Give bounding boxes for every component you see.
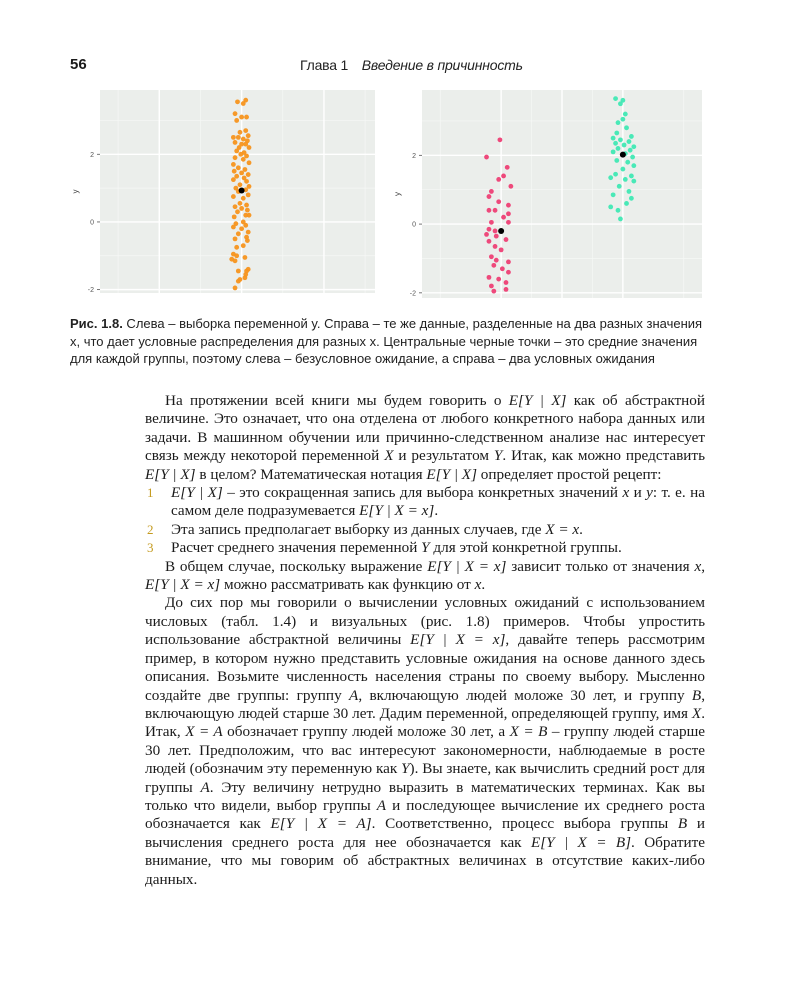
data-point xyxy=(617,184,622,189)
data-point xyxy=(238,182,243,187)
math-expression: E[Y | X = x] xyxy=(410,631,506,649)
y-tick-label: 0 xyxy=(90,219,94,227)
data-point xyxy=(620,167,625,172)
data-point xyxy=(611,192,616,197)
data-point xyxy=(627,189,632,194)
data-point xyxy=(233,111,238,116)
numbered-list xyxy=(145,484,705,558)
data-point xyxy=(630,155,635,160)
data-point xyxy=(243,213,248,218)
data-point xyxy=(618,137,623,142)
data-point xyxy=(496,177,501,182)
math-expression: A xyxy=(349,686,359,704)
data-point xyxy=(243,255,248,260)
math-expression: X = B xyxy=(509,723,548,741)
data-point xyxy=(239,226,244,231)
data-point xyxy=(234,149,239,154)
data-point xyxy=(508,184,513,189)
data-point xyxy=(234,245,239,250)
math-expression: Y xyxy=(493,447,503,465)
data-point xyxy=(246,133,251,138)
data-point xyxy=(613,96,618,101)
chart-unconditional xyxy=(62,86,380,298)
list-item: 2 Эта запись предполагает выборку из данных случаев, где X = x. xyxy=(147,520,583,538)
running-header xyxy=(300,57,523,73)
data-point xyxy=(629,196,634,201)
data-point xyxy=(614,158,619,163)
data-point xyxy=(625,160,630,165)
data-point xyxy=(627,139,632,144)
data-point xyxy=(236,269,241,274)
data-point xyxy=(231,135,236,140)
y-tick-label: 0 xyxy=(412,221,416,229)
data-point xyxy=(493,229,498,234)
data-point xyxy=(234,118,239,123)
data-point xyxy=(506,270,511,275)
list-item: 3 Расчет среднего значения переменной Y для этой конкретной группы. xyxy=(147,539,622,557)
data-point xyxy=(496,199,501,204)
data-point xyxy=(506,220,511,225)
data-point xyxy=(243,223,248,228)
data-point xyxy=(236,279,241,284)
data-point xyxy=(618,101,623,106)
chapter-title: Введение в причинность xyxy=(361,57,523,73)
data-point xyxy=(608,175,613,180)
chart-conditional xyxy=(392,86,708,302)
math-expression: X = A xyxy=(185,723,223,741)
list-number: 1 xyxy=(147,485,154,501)
data-point xyxy=(506,260,511,265)
data-point xyxy=(239,206,244,211)
data-point xyxy=(241,101,246,106)
math-expression: Y xyxy=(401,760,410,778)
data-point xyxy=(231,194,236,199)
data-point xyxy=(247,160,252,165)
paragraph: До сих пор мы говорили о вычислении условных ожиданий с использованием числовых (табл. 1.4) и визуальных (рис. 1.8) примеров. Чтобы упростить использование абстрактной величины E[Y | X = x], давайте теперь рассмотрим пример, в котором нужно представить условные ожидания на основе данного здесь описания. Возьмите численность населения страны по своему выбору. Мысленно создайте две группы: группу A, включающую людей моложе 30 лет, и группу B, включающую людей старше 30 лет. Дадим переменной, определяющей группу, имя X. Итак, X = A обозначает группу людей моложе 30 лет, а X = B – группу людей старше 30 лет. Предположим, что вас интересуют закономерности, наблюдаемые в росте людей (обозначим эту переменную как Y). Вы знаете, как вычислить средний рост для группы A. Эту величину нетрудно выразить в математических терминах. Как вы только что видели, выбор группы A и последующее вычисление их среднего роста обозначается как E[Y | X = A]. Соответственно, процесс выбора группы B и вычисления среднего роста для нее обозначается как E[Y | X = B]. Обратите внимание, что мы говорим об абстрактных величинах в отсутствие каких-либо данных. xyxy=(145,594,706,888)
math-expression: E[Y | X] xyxy=(426,465,477,483)
math-expression: X xyxy=(691,704,702,722)
data-point xyxy=(623,177,628,182)
data-point xyxy=(628,148,633,153)
data-point xyxy=(613,172,618,177)
data-point xyxy=(484,232,489,237)
caption-text: Слева – выборка переменной y. Справа – те же данные, разделенные на два разных значения x, что дает условные распределения для разных x. Центральные черные точки – это средние значения для каждой группы, поэтому слева – безусловное ожидание, а справа – два условных ожидания xyxy=(70,316,703,366)
data-point xyxy=(487,275,492,280)
math-expression: y xyxy=(646,484,653,502)
data-point xyxy=(611,149,616,154)
data-point xyxy=(494,258,499,263)
data-point xyxy=(491,263,496,268)
data-point xyxy=(616,208,621,213)
y-tick-label: -2 xyxy=(409,290,416,298)
data-point xyxy=(231,225,236,230)
y-tick-label: 2 xyxy=(90,151,94,159)
data-point xyxy=(235,209,240,214)
data-point xyxy=(631,163,636,168)
data-point xyxy=(620,117,625,122)
data-point xyxy=(238,201,243,206)
data-point xyxy=(243,128,248,133)
math-expression: Y xyxy=(421,539,430,557)
data-point xyxy=(234,253,239,258)
data-point xyxy=(629,174,634,179)
data-point xyxy=(233,204,238,209)
data-point xyxy=(233,286,238,291)
data-point xyxy=(244,179,249,184)
data-point xyxy=(493,244,498,249)
data-point xyxy=(244,115,249,120)
data-point xyxy=(631,179,636,184)
y-axis-label: y xyxy=(71,189,80,194)
data-point xyxy=(616,146,621,151)
data-point xyxy=(232,214,237,219)
data-point xyxy=(505,165,510,170)
math-expression: E[Y | X = x] xyxy=(427,557,507,575)
mean-point xyxy=(498,228,504,234)
data-point xyxy=(238,152,243,157)
data-point xyxy=(246,172,251,177)
chapter-label: Глава 1 xyxy=(300,57,349,73)
data-point xyxy=(245,208,250,213)
data-point xyxy=(624,201,629,206)
data-point xyxy=(241,196,246,201)
data-point xyxy=(233,258,238,263)
data-point xyxy=(231,177,236,182)
data-point xyxy=(501,215,506,220)
data-point xyxy=(246,230,251,235)
math-expression: E[Y | X = B] xyxy=(530,833,632,851)
math-expression: E[Y | X] xyxy=(145,465,196,483)
paragraph: На протяжении всей книги мы будем говорить о E[Y | X] как об абстрактной величине. Это означает, что она отделена от любого конкретного набора данных или задачи. В машинном обучении или причинно-следственном анализе нас интересует связь между некоторой переменной X и результатом Y. Итак, как можно представить E[Y | X] в целом? Математическая нотация E[Y | X] определяет простой рецепт: xyxy=(145,392,705,483)
data-point xyxy=(496,277,501,282)
data-point xyxy=(241,157,246,162)
data-point xyxy=(506,211,511,216)
data-point xyxy=(243,275,248,280)
math-expression: X xyxy=(384,447,394,465)
math-expression: x xyxy=(474,576,482,594)
math-expression: x xyxy=(694,557,702,575)
math-expression: x xyxy=(622,484,630,502)
paragraph: В общем случае, поскольку выражение E[Y | X = x] зависит только от значения x, E[Y | X = x] можно рассматривать как функцию от x. xyxy=(145,557,705,594)
data-point xyxy=(238,130,243,135)
data-point xyxy=(239,170,244,175)
data-point xyxy=(613,141,618,146)
data-point xyxy=(233,155,238,160)
data-point xyxy=(487,239,492,244)
math-expression: A xyxy=(376,796,387,814)
data-point xyxy=(498,137,503,142)
list-item: 1 E[Y | X] – это сокращенная запись для выбора конкретных значений x и y: т. е. на самом деле подразумевается E[Y | X = x]. xyxy=(147,484,705,520)
data-point xyxy=(241,243,246,248)
data-point xyxy=(622,143,627,148)
data-point xyxy=(629,134,634,139)
math-expression: A xyxy=(200,778,210,796)
math-expression: E[Y | X = x] xyxy=(145,576,221,594)
data-point xyxy=(504,237,509,242)
data-point xyxy=(245,238,250,243)
data-point xyxy=(504,287,509,292)
data-point xyxy=(247,145,252,150)
data-point xyxy=(241,137,246,142)
data-point xyxy=(631,144,636,149)
data-point xyxy=(624,125,629,130)
body-text xyxy=(145,392,705,889)
data-point xyxy=(239,115,244,120)
data-point xyxy=(489,254,494,259)
data-point xyxy=(236,231,241,236)
math-expression: X = x xyxy=(545,520,580,538)
list-number: 3 xyxy=(147,540,154,556)
math-expression: E[Y | X] xyxy=(171,484,223,502)
data-point xyxy=(500,266,505,271)
data-point xyxy=(491,289,496,294)
data-point xyxy=(236,135,241,140)
math-expression: B xyxy=(677,815,688,833)
data-point xyxy=(616,120,621,125)
data-point xyxy=(231,162,236,167)
data-point xyxy=(504,280,509,285)
data-point xyxy=(494,234,499,239)
list-number: 2 xyxy=(147,521,154,537)
page-number: 56 xyxy=(70,56,87,73)
data-point xyxy=(487,227,492,232)
data-point xyxy=(246,192,251,197)
y-axis-label: y xyxy=(393,192,402,196)
math-expression: E[Y | X = A] xyxy=(270,815,372,833)
data-point xyxy=(236,165,241,170)
data-point xyxy=(232,169,237,174)
data-point xyxy=(489,284,494,289)
math-expression: B xyxy=(691,686,702,704)
data-point xyxy=(489,220,494,225)
y-tick-label: -2 xyxy=(87,287,94,295)
data-point xyxy=(244,203,249,208)
data-point xyxy=(501,174,506,179)
mean-point xyxy=(620,152,626,158)
figure-caption xyxy=(70,315,710,368)
data-point xyxy=(623,112,628,117)
math-expression: E[Y | X = x] xyxy=(359,502,435,520)
data-point xyxy=(611,136,616,141)
data-point xyxy=(487,208,492,213)
data-point xyxy=(614,131,619,136)
data-point xyxy=(484,155,489,160)
y-tick-label: 2 xyxy=(412,152,416,160)
math-expression: E[Y | X] xyxy=(508,392,567,409)
data-point xyxy=(506,203,511,208)
data-point xyxy=(608,204,613,209)
data-point xyxy=(618,217,623,222)
data-point xyxy=(487,194,492,199)
mean-point xyxy=(239,187,245,193)
data-point xyxy=(233,236,238,241)
data-point xyxy=(489,189,494,194)
data-point xyxy=(233,140,238,145)
data-point xyxy=(493,208,498,213)
caption-label: Рис. 1.8. xyxy=(70,316,123,331)
data-point xyxy=(235,99,240,104)
data-point xyxy=(499,247,504,252)
